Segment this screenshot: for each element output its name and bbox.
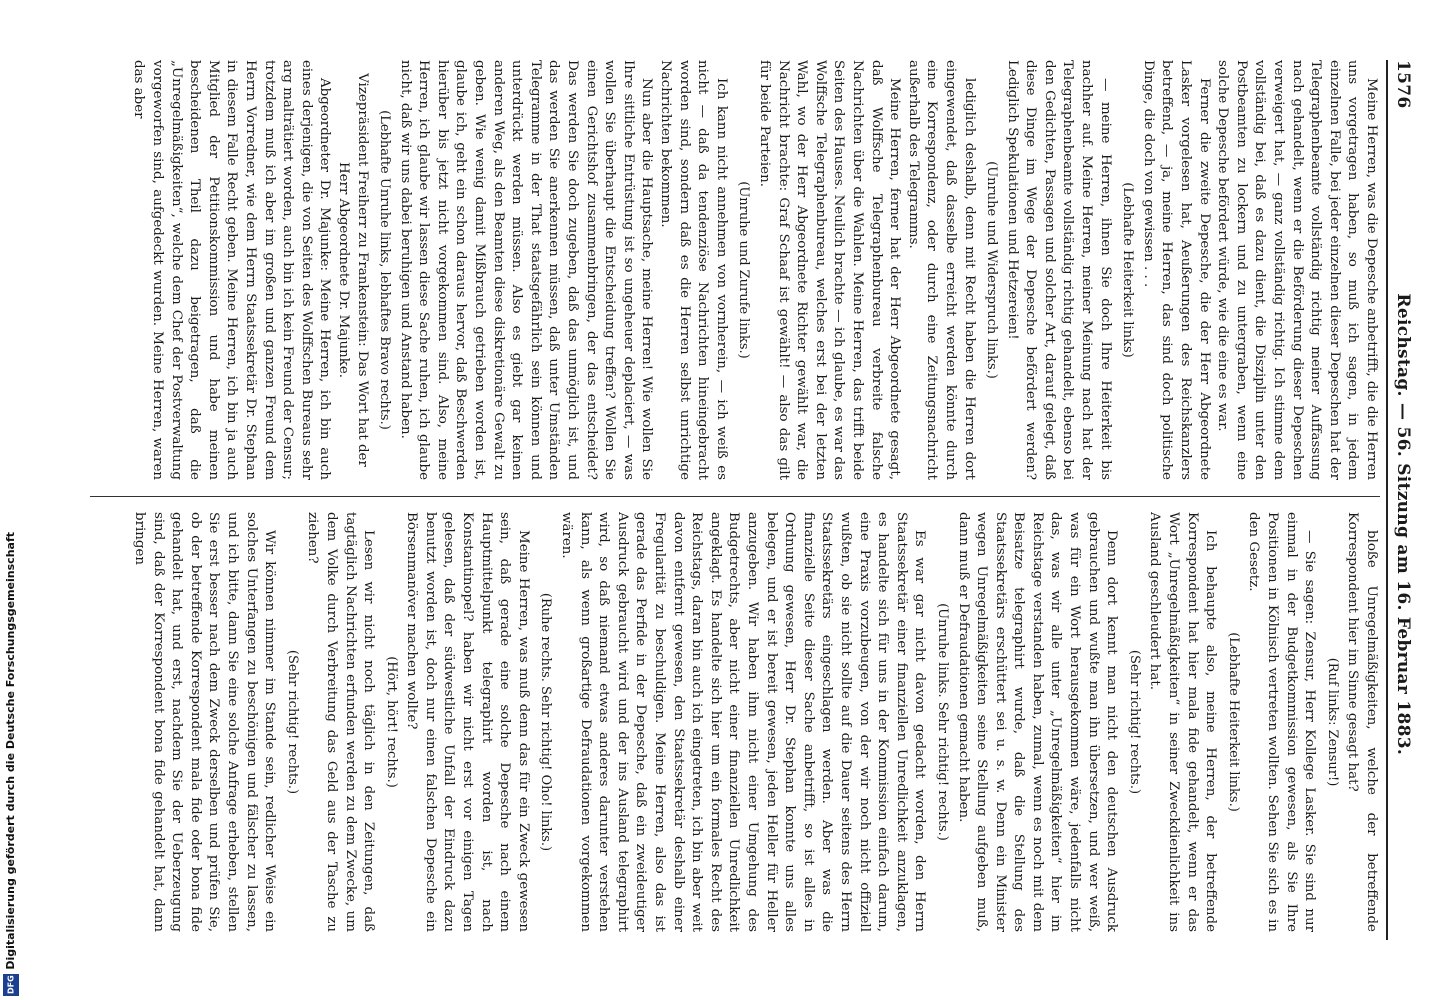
column-divider [90,496,1380,497]
paragraph: Lesen wir nicht noch täglich in den Zeitungen, daß tagtäglich Nachrichten erfunden werden zu dem Zwecke, um dem Volke durch Verbreitung das Geld aus der Tasche zu ziehen? [305,512,377,932]
paragraph: Meine Herren, was die Depesche anbetrifft, die die Herren uns vorgetragen haben, so muß ich sagen, in jedem einzelnen Falle, bei jeder einzelnen dieser Depeschen hat der Telegraphenbeamte vollständig richtig meiner Auffassung nach gehandelt, wenn er die Beförderung dieser Depeschen verweigert hat, — ganz vollständig richtig. Ich stimme dem vollständig bei, daß es dazu dient, die Disziplin unter den Postbeamten zu lockern und zu untergraben, wenn eine solche Depesche befördert würde, wie die eine es war. [1215,60,1379,480]
header-rule [1386,60,1388,940]
paragraph: Denn dort kennt man nicht den deutschen Ausdruck gebrauchen und wußte man ihn übersetzen, und wer weiß, was für ein Wort herausgekommen wäre, jedenfalls nicht das, was wir alle unter „Unregelmäßigkeiten“ hier im Reichstage verstanden haben, zumal, wenn es noch mit dem Beisatze telegraphirt wurde, daß die Stellung des Staatssekretärs erschüttert sei u. s. w. Denn ein Minister wegen Unregelmäßigkeiten seine Stellung aufgeben muß, dann muß er Defraudationen gemacht haben. [955,512,1120,932]
paragraph: Meine Herren, ferner hat der Herr Abgeordnete gesagt, daß Wolffsche Telegraphenbureau verbreite falsche Nachrichten über die Wahlen. Meine Herren, das trifft beide Seiten des Hauses. Neulich brachte — ich glaube, es war das Wolffsche Telegraphenbureau, welches erst bei der letzten Wahl, wo der Herr Abgeordnete Richter gewählt war, die Nachricht brachte: Graf Schaaf ist gewählt! — also das gilt für beide Parteien. [757,60,903,480]
interjection: (Lebhafte Heiterkeit links) [1120,182,1136,358]
imprint-text: Digitalisierung gefördert durch die Deutsche Forschungsgemeinschaft [4,532,17,970]
dfg-logo: DFG [3,974,19,996]
paragraph: Ich kann nicht annehmen von vornherein, — ich weiß es nicht — daß da tendenziöse Nachrichten hineingebracht worden sind, sondern daß es die Herren selbst unrichtige Nachrichten bekommen. [658,60,729,480]
paragraph: — meine Herren, ihnen Sie doch Ihre Heiterkeit bis nachher auf. Meine Herren, meiner Meinung nach hat der Telegraphenbeamte vollständig richtig gehandelt, ebenso bei den Gedichten, Passagen und solcher Art, darauf gelegt, daß diese Dinge im Wege der Depesche befördert werden? Lediglich Spekulationen und Hetzereien! [1004,60,1113,480]
interjection: (Unruhe und Zurufe links.) [736,181,752,359]
interjection: (Unruhe links. Sehr richtig! rechts.) [934,603,950,841]
paragraph: Es war gar nicht davon gedacht worden, den Herrn Staatssekretär einer finanziellen Unredlichkeit anzuklagen, es handelte sich für uns in der Kommission einfach darum, eine Praxis vorzubeugen, von der wir noch nicht offiziell wußten, ob sie nicht sollte auf die Dauer seitens des Herrn Staatssekretärs eingeschlagen werden. Aber was die finanzielle Seite dieser Sache anbetrifft, so ist alles in Ordnung gewesen, Herr Dr. Stephan konnte uns alles belegen, und er ist bereit gewesen, jeden Heller für Heller anzugeben. Wir haben ihm nicht einer Umgehung des Budgetrechts, aber nicht einer finanziellen Unredlichkeit angeklagt. Es handelte sich hier um ein formales Recht des Reichstags, daran bin auch ich eingetreten, ich bin aber weit davon entfernt gewesen, den Staatssekretär deshalb einer Fregularität zu beschuldigen. Meine Herren, also das ist gerade das Perfide in der Depesche, daß ein zweideutiger Ausdruck gebraucht wird und der ins Ausland telegraphirt wird, so daß niemand etwas anderes darunter verstehen kann, als wenn großartige Defraudationen vorgekommen wären. [559,512,928,932]
interjection: (Ruf links: Zensur!) [1324,657,1340,787]
interjection: (Sehr richtig! rechts.) [284,649,300,795]
digitization-imprint [0,0,22,1000]
interjection: (Ruhe rechts. Sehr richtig! Oho! links.) [538,592,554,852]
interjection: (Unruhe und Widerspruch links.) [984,161,1000,379]
paragraph: Wir können nimmer im Stande sein, redlicher Weise ein solches Unterfangen zu beschönigen und fälscher zu lassen, und ich bitte, dann Sie eine solche Anfrage erheben, stellen Sie erst besser nach dem Zweck derselben und prüfen Sie, ob der betreffende Korrespondent mala fide oder bona fide gehandelt hat, und erst, nachdem Sie der Ueberzeugung sind, daß der Korrespondent bona fide gehandelt hat, dann bringen [132,512,278,932]
page-number: 1576 [1393,60,1413,109]
paragraph: Abgeordneter Dr. Majunke: Meine Herren, ich bin auch eines derjenigen, die von Seiten des Wolffschen Bureaus sehr arg malträtiert worden, auch bin ich kein Freund der Censur; trotzdem muß ich aber im großen und ganzen Freund dem Herrn Vorredner, wie dem Herrn Staatssekretär Dr. Stephan in diesem Falle Recht geben. Meine Herren, ich bin ja auch Mitglied der Petitionskommission und habe meinen bescheidenen Theil dazu beigetragen, daß die „Unregelmäßigkeiten“, welche dem Chef der Postverwaltung vorgeworfen sind, aufgedeckt wurden. Meine Herren, waren das aber [131,60,333,480]
speaker-announcement: Vizepräsident Freiherr zu Frankenstein: Das Wort hat der Herr Abgeordnete Dr. Majunke. [335,73,370,467]
left-column [90,60,1380,480]
rotated-page [86,60,1416,940]
interjection: (Sehr richtig! rechts.) [1126,649,1142,795]
paragraph: — Sie sagen: Zensur, Herr Kollege Lasker. Sie sind nur einmal in der Budgetkommission gewesen, als Sie Ihre Positionen in Kölnisch vertreten wollten. Sehen Sie sich es in den Gesetz. [1246,512,1318,932]
interjection: (Lebhafte Heiterkeit links.) [1225,632,1241,812]
paragraph: Nun aber die Hauptsache, meine Herren! Wie wollen Sie Ihre sittliche Entrüstung ist so ungeheuer deplaciert, — was wollen Sie überhaupt die Entscheidung treffen? Wollen Sie einen Gerichtshof zusammenbringen, der das entscheidet? Das werden Sie doch zugeben, daß das unmöglich ist, und das werden Sie anerkennen müssen, daß unter Umständen Telegramme in der That staatsgefährlich sein können und unterdrückt werden müssen. Also es giebt gar keinen anderen Weg, als den Beamten diese diskretionäre Gewalt zu geben. Wie wenig damit Mißbrauch getrieben worden ist, glaube ich, geht ein schon daraus hervor, daß Beschwerden hierüber bis jetzt nicht vorgekommen sind. Also, meine Herren, ich glaube wir lassen diese Sache ruhen, ich glaube nicht, daß wir uns dabei beruhigen und Anstand haben. [397,60,655,480]
interjection: (Hört, hört! rechts.) [383,656,399,788]
paragraph: lediglich deshalb, denn mit Recht haben die Herren dort eingewendet, daß dasselbe erreicht werden könnte durch eine Korrespondenz, oder durch eine Zeitungsnachricht außerhalb des Telegramms. [905,60,977,480]
paragraph: bloße Unregelmäßigkeiten, welche der betreffende Korrespondent hier im Sinne gesagt hat? [1345,512,1379,932]
running-head [1390,60,1416,940]
paragraph: Meine Herren, was muß denn das für ein Zweck gewesen sein, daß gerade eine solche Depesche nach einem Hauptmittelpunkt telegraphirt worden ist, nach Konstantinopel? haben wir nicht erst vor einigen Tagen gelesen, daß der südwestliche Unfall der Eindruck dazu benutzt worden ist, doch nur einen falschen Depesche ein Börsenmanöver machen wollte? [404,512,531,932]
interjection: (Lebhafte Unruhe links, lebhaftes Bravo rechts.) [377,110,393,430]
paragraph: Ferner die zweite Depesche, die der Herr Abgeordnete Lasker vorgelesen hat, Aeußerungen des Reichskanzlers betreffend, — ja, meine Herren, das sind doch politische Dinge, die doch von gewissen . . . [1140,60,1212,480]
session-heading: Reichstag. — 56. Sitzung am 16. Februar 1883. [1393,293,1413,756]
paragraph: Ich behaupte also, meine Herren, der betreffende Korrespondent hat hier mala fide gehandelt, wenn er das Wort „Unregelmäßigkeiten“ in seiner Zweckdienlichkeit ins Ausland geschleudert hat. [1147,512,1219,932]
right-column [90,512,1380,932]
